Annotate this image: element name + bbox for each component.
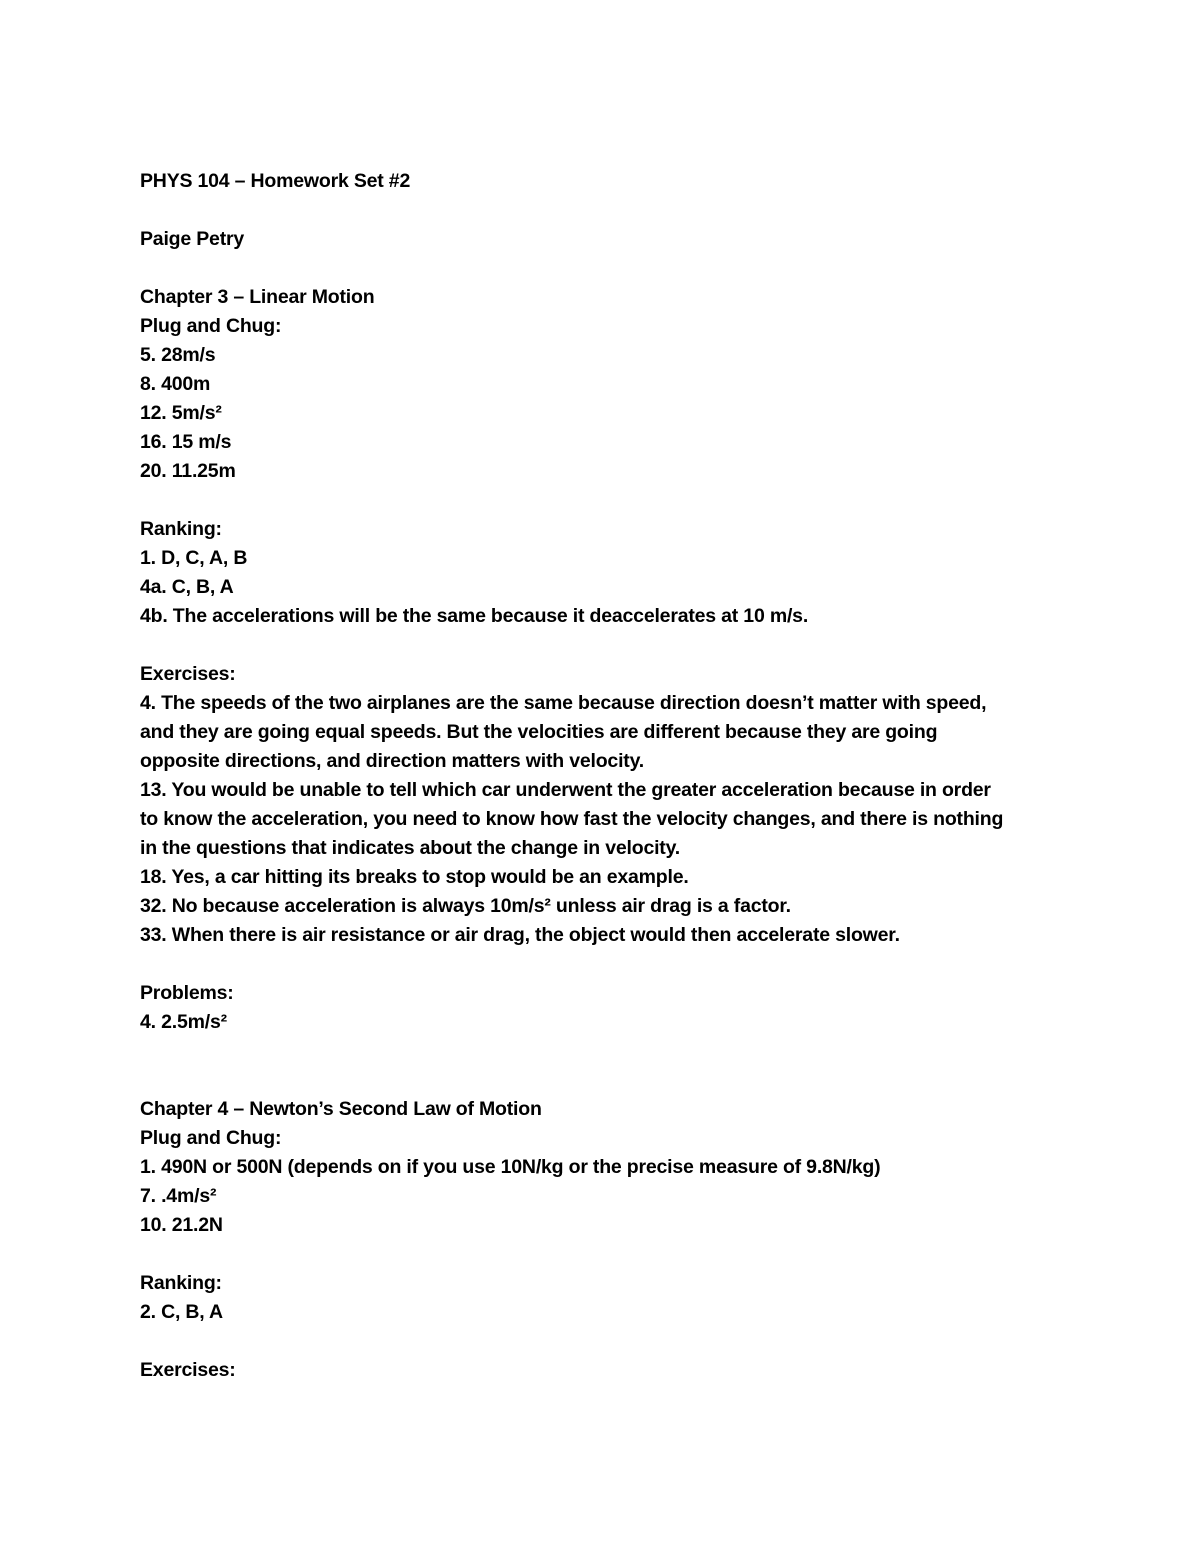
line-text: You would be unable to tell which car underwent the greater acceleration because in order <box>171 779 991 801</box>
item-number: 16. <box>140 431 172 453</box>
line-text: When there is air resistance or air drag, the object would then accelerate slower. <box>171 924 900 946</box>
doc-item-line <box>140 892 1060 921</box>
item-number: 1. <box>140 1156 162 1178</box>
line-text: 2.5m/s² <box>161 1011 227 1033</box>
line-text: Chapter 4 – Newton’s Second Law of Motion <box>140 1098 542 1120</box>
section-heading <box>140 1124 1060 1153</box>
section-heading <box>140 1356 1060 1385</box>
line-text: and they are going equal speeds. But the velocities are different because they are going <box>140 721 938 743</box>
line-text: 21.2N <box>171 1214 223 1236</box>
line-text: Chapter 3 – Linear Motion <box>140 286 375 308</box>
blank-line <box>140 950 1060 979</box>
doc-item-line <box>140 399 1060 428</box>
doc-item-line <box>140 921 1060 950</box>
doc-item-line <box>140 457 1060 486</box>
line-text: .4m/s² <box>161 1185 217 1207</box>
line-text: to know the acceleration, you need to know how fast the velocity changes, and there is nothing <box>140 808 1004 830</box>
line-text: C, B, A <box>171 576 234 598</box>
line-text: PHYS 104 – Homework Set #2 <box>140 170 411 192</box>
line-text: Plug and Chug: <box>140 1127 282 1149</box>
doc-item-line <box>140 776 1060 805</box>
section-heading <box>140 283 1060 312</box>
line-text: opposite directions, and direction matters with velocity. <box>140 750 644 772</box>
item-number: 5. <box>140 344 162 366</box>
item-number: 8. <box>140 373 162 395</box>
document-body <box>140 167 1060 1385</box>
doc-item-line <box>140 1182 1060 1211</box>
section-heading <box>140 660 1060 689</box>
section-heading <box>140 1095 1060 1124</box>
doc-text-line <box>140 747 1060 776</box>
doc-item-line <box>140 370 1060 399</box>
item-number: 20. <box>140 460 172 482</box>
doc-item-line <box>140 863 1060 892</box>
doc-text-line <box>140 718 1060 747</box>
item-number: 13. <box>140 779 172 801</box>
line-text: in the questions that indicates about the change in velocity. <box>140 837 681 859</box>
doc-item-line <box>140 1008 1060 1037</box>
line-text: 15 m/s <box>171 431 232 453</box>
line-text: Plug and Chug: <box>140 315 282 337</box>
line-text: No because acceleration is always 10m/s² unless air drag is a factor. <box>171 895 791 917</box>
item-number: 2. <box>140 1301 162 1323</box>
doc-item-line <box>140 573 1060 602</box>
doc-item-line <box>140 341 1060 370</box>
line-text: Paige Petry <box>140 228 245 250</box>
line-text: C, B, A <box>161 1301 223 1323</box>
item-number: 33. <box>140 924 172 946</box>
item-number: 32. <box>140 895 172 917</box>
section-heading <box>140 225 1060 254</box>
section-heading <box>140 515 1060 544</box>
section-heading <box>140 979 1060 1008</box>
item-number: 18. <box>140 866 172 888</box>
blank-line <box>140 196 1060 225</box>
item-number: 12. <box>140 402 172 424</box>
line-text: The accelerations will be the same because it deaccelerates at 10 m/s. <box>172 605 809 627</box>
item-number: 4. <box>140 692 162 714</box>
section-heading <box>140 167 1060 196</box>
line-text: Yes, a car hitting its breaks to stop would be an example. <box>171 866 689 888</box>
item-number: 4. <box>140 1011 162 1033</box>
doc-text-line <box>140 834 1060 863</box>
blank-line <box>140 1240 1060 1269</box>
blank-line <box>140 631 1060 660</box>
doc-item-line <box>140 1211 1060 1240</box>
doc-text-line <box>140 805 1060 834</box>
line-text: D, C, A, B <box>161 547 248 569</box>
line-text: 5m/s² <box>171 402 222 424</box>
doc-item-line <box>140 602 1060 631</box>
doc-item-line <box>140 544 1060 573</box>
line-text: 490N or 500N (depends on if you use 10N/kg or the precise measure of 9.8N/kg) <box>161 1156 881 1178</box>
blank-line <box>140 254 1060 283</box>
line-text: 400m <box>161 373 211 395</box>
item-number: 10. <box>140 1214 172 1236</box>
blank-line <box>140 486 1060 515</box>
line-text: 11.25m <box>171 460 236 482</box>
line-text: Ranking: <box>140 1272 222 1294</box>
doc-item-line <box>140 428 1060 457</box>
doc-item-line <box>140 1298 1060 1327</box>
section-heading <box>140 312 1060 341</box>
line-text: 28m/s <box>161 344 216 366</box>
item-number: 4a. <box>140 576 172 598</box>
item-number: 4b. <box>140 605 173 627</box>
doc-item-line <box>140 689 1060 718</box>
line-text: Ranking: <box>140 518 222 540</box>
item-number: 7. <box>140 1185 162 1207</box>
item-number: 1. <box>140 547 162 569</box>
line-text: Exercises: <box>140 1359 236 1381</box>
blank-line <box>140 1327 1060 1356</box>
blank-line <box>140 1037 1060 1095</box>
line-text: Problems: <box>140 982 234 1004</box>
section-heading <box>140 1269 1060 1298</box>
line-text: Exercises: <box>140 663 236 685</box>
doc-item-line <box>140 1153 1060 1182</box>
line-text: The speeds of the two airplanes are the same because direction doesn’t matter with speed, <box>161 692 987 714</box>
